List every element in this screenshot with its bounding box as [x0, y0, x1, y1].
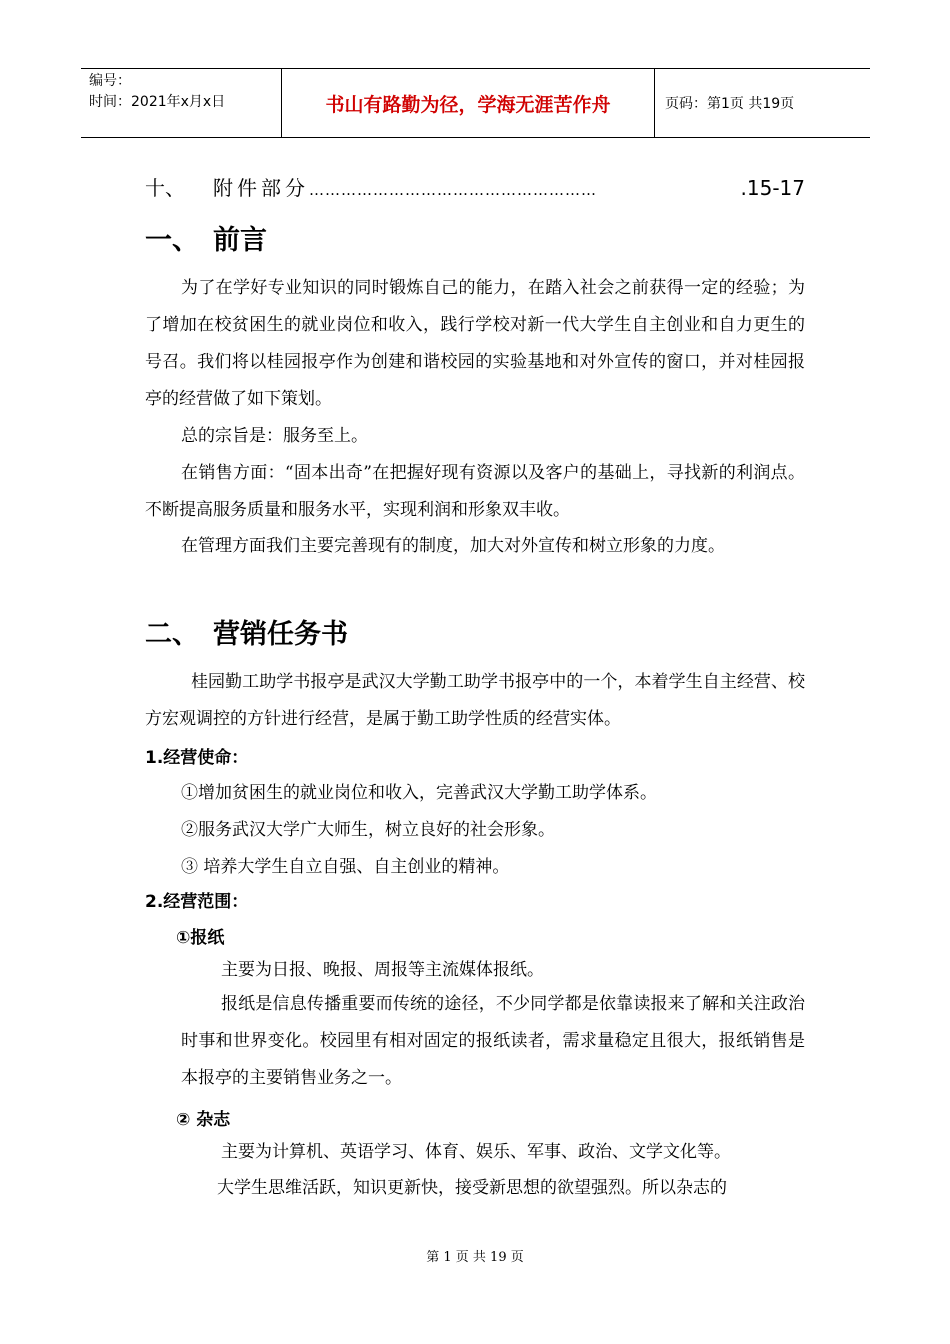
toc-number: 十、: [145, 176, 185, 200]
section-title: 前言: [213, 225, 267, 256]
mission-item-3: ③ 培养大学生自立自强、自主创业的精神。: [181, 857, 510, 877]
mission-item-2: ②服务武汉大学广大师生，树立良好的社会形象。: [181, 820, 555, 840]
header-page-code: 页码：第1页 共19页: [665, 96, 795, 112]
marketing-intro: 桂园勤工助学书报亭是武汉大学勤工助学书报亭中的一个，本着学生自主经营、校方宏观调控的方针进行经营，是属于勤工助学性质的经营实体。: [145, 672, 805, 729]
preface-paragraph-1: 为了在学好专业知识的同时锻炼自己的能力，在踏入社会之前获得一定的经验；为了增加在校贫困生的就业岗位和收入，践行学校对新一代大学生自主创业和自力更生的号召。我们将以桂园报亭作为创建和谐校园的实验基地和对外宣传的窗口，并对桂园报亭的经营做了如下策划。: [145, 278, 805, 409]
time-label: 时间：2021年x月x日: [89, 94, 226, 110]
toc-dots: ………………………………………………: [309, 181, 597, 199]
toc-entry: [145, 172, 805, 201]
newspaper-paragraph-2: 报纸是信息传播重要而传统的途径，不少同学都是依靠读报来了解和关注政治时事和世界变化。校园里有相对固定的报纸读者，需求量稳定且很大，报纸销售是本报亭的主要销售业务之一。: [181, 994, 805, 1088]
section-heading-marketing: [145, 612, 348, 651]
preface-paragraph-2: 总的宗旨是：服务至上。: [181, 426, 368, 446]
header-motto: 书山有路勤为径，学海无涯苦作舟: [282, 69, 655, 137]
newspaper-heading: ①报纸: [176, 928, 225, 948]
toc-pages: .15-17: [740, 176, 805, 200]
header-meta: [81, 69, 282, 137]
newspaper-paragraph-1: 主要为日报、晚报、周报等主流媒体报纸。: [221, 960, 544, 980]
section-number: 一、: [145, 225, 199, 256]
number-label: 编号：: [89, 73, 131, 89]
mission-heading: 1.经营使命：: [145, 748, 249, 768]
magazine-paragraph-2: 大学生思维活跃，知识更新快，接受新思想的欲望强烈。所以杂志的: [217, 1178, 727, 1198]
section-number: 二、: [145, 619, 199, 650]
magazine-heading: ② 杂志: [176, 1110, 231, 1130]
preface-paragraph-4: 在管理方面我们主要完善现有的制度，加大对外宣传和树立形象的力度。: [181, 536, 725, 556]
document-header: [81, 68, 870, 138]
mission-item-1: ①增加贫困生的就业岗位和收入，完善武汉大学勤工助学体系。: [181, 783, 657, 803]
section-title: 营销任务书: [213, 619, 348, 650]
scope-heading: 2.经营范围：: [145, 892, 249, 912]
page-footer: 第 1 页 共 19 页: [426, 1250, 524, 1265]
section-heading-preface: [145, 218, 267, 257]
magazine-paragraph-1: 主要为计算机、英语学习、体育、娱乐、军事、政治、文学文化等。: [221, 1142, 731, 1162]
toc-title: 附件部分: [213, 176, 309, 200]
preface-paragraph-3: 在销售方面：“固本出奇”在把握好现有资源以及客户的基础上，寻找新的利润点。不断提高服务质量和服务水平，实现利润和形象双丰收。: [145, 463, 805, 520]
